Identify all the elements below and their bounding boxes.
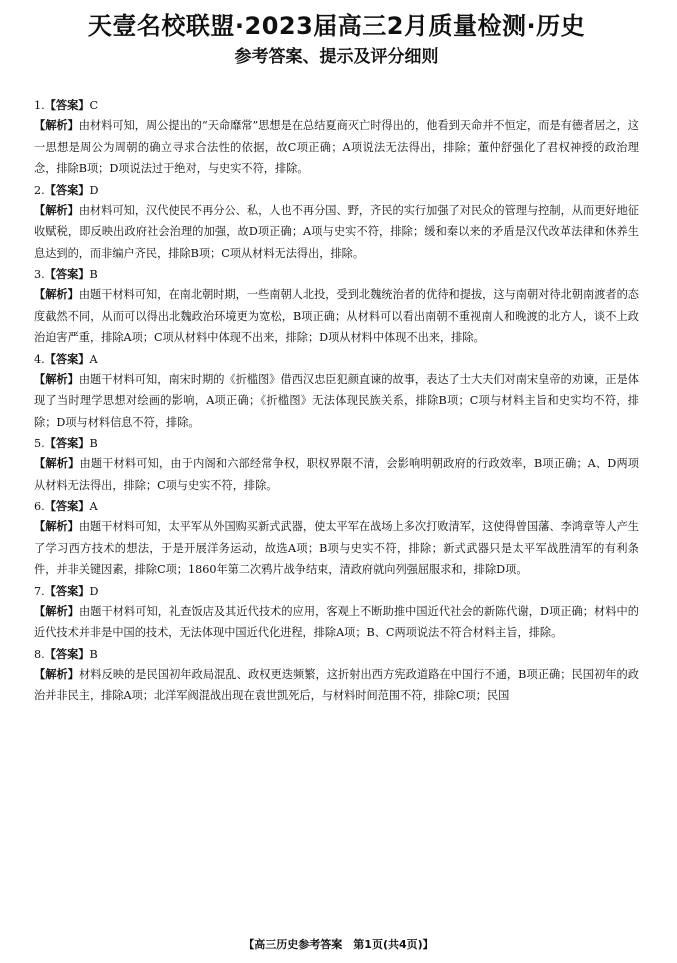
answer-line (34, 181, 639, 200)
answer-value: A (89, 500, 98, 513)
answer-item (34, 645, 639, 707)
answer-value: B (89, 647, 98, 661)
answer-line (34, 497, 639, 516)
answer-value: D (89, 584, 99, 598)
analysis-paragraph (34, 115, 639, 180)
page-footer: 【高三历史参考答案 第1页(共4页)】 (243, 938, 434, 951)
answer-value: C (89, 99, 99, 112)
answer-item (34, 582, 639, 644)
analysis-text: 由材料可知，周公提出的“天命靡常”思想是在总结夏商灭亡时得出的，他看到天命并不恒定，而是有德者居之，这一思想是周公为周朝的确立寻求合法性的依据，故C项正确；A项说法无法得出，排除；董仲舒强化了君权神授的政治理念，排除B项；D项说法过于绝对，与史实不符，排除。 (34, 119, 639, 175)
question-number: 6. (34, 500, 45, 513)
answer-label: 【答案】 (44, 351, 90, 366)
answer-value: B (89, 437, 98, 450)
answer-value: D (89, 183, 99, 197)
analysis-label: 【解析】 (34, 287, 79, 301)
analysis-paragraph (34, 200, 639, 265)
page-title: 天壹名校联盟·2023届高三2月质量检测·历史 (87, 12, 586, 40)
answer-item (34, 350, 639, 434)
analysis-paragraph (34, 284, 639, 349)
answer-line (34, 582, 639, 601)
answer-item (34, 434, 639, 496)
answer-label: 【答案】 (44, 98, 90, 112)
analysis-label: 【解析】 (34, 603, 79, 618)
analysis-text: 由材料可知，汉代使民不再分公、私，人也不再分国、野，齐民的实行加强了对民众的管理与控制，从而更好地征收赋税，即反映出政府社会治理的加强，故D项正确；A项与史实不符，排除；缓和秦以来的矛盾是汉代改革法律和休养生息达到的，而非编户齐民，排除B项；C项从材料无法得出，排除。 (34, 203, 639, 260)
analysis-label: 【解析】 (34, 666, 80, 681)
question-number: 3. (34, 268, 45, 281)
page-subtitle: 参考答案、提示及评分细则 (234, 47, 439, 67)
question-number: 2. (34, 183, 45, 197)
analysis-text: 材料反映的是民国初年政局混乱、政权更迭频繁，这折射出西方宪政道路在中国行不通，B项正确；民国初年的政治并非民主，排除A项；北洋军阀混战出现在袁世凯死后，与材料时间范围不符，排除C项；民国 (34, 667, 639, 702)
question-number: 5. (34, 437, 45, 450)
answer-label: 【答案】 (44, 646, 90, 661)
answer-label: 【答案】 (44, 499, 90, 513)
analysis-paragraph (34, 516, 639, 581)
answer-label: 【答案】 (44, 583, 90, 598)
question-number: 4. (34, 352, 45, 366)
question-number: 7. (34, 584, 45, 598)
analysis-paragraph (34, 453, 639, 496)
answer-label: 【答案】 (44, 182, 90, 197)
analysis-label: 【解析】 (34, 202, 79, 217)
answer-line (34, 350, 639, 369)
question-number: 1. (34, 99, 45, 112)
analysis-paragraph (34, 664, 639, 707)
analysis-label: 【解析】 (34, 456, 80, 470)
answer-value: A (89, 352, 98, 366)
answer-line (34, 265, 639, 284)
answer-list (34, 96, 639, 707)
analysis-text: 由题干材料可知，礼查饭店及其近代技术的应用，客观上不断助推中国近代社会的新陈代谢，D项正确；材料中的近代技术并非是中国的技术，无法体现中国近代化进程，排除A项；B、C两项说法不符合材料主旨，排除。 (34, 604, 639, 639)
answer-item (34, 497, 639, 581)
analysis-text: 由题干材料可知，南宋时期的《折槛图》借西汉忠臣犯颜直谏的故事，表达了士大夫们对南宋皇帝的劝谏，正是体现了当时理学思想对绘画的影响，A项正确；《折槛图》无法体现民族关系，排除B项；C项与材料主旨和史实均不符，排除；D项与材料信息不符，排除。 (34, 372, 639, 429)
answer-line (34, 645, 639, 664)
analysis-label: 【解析】 (34, 519, 79, 533)
answer-label: 【答案】 (44, 267, 90, 281)
analysis-text: 由题干材料可知，太平军从外国购买新式武器，使太平军在战场上多次打败清军，这使得曾国藩、李鸿章等人产生了学习西方技术的想法，于是开展洋务运动，故选A项；B项与史实不符，排除；新式武器只是太平军战胜清军的有利条件，并非关键因素，排除C项；1860年第二次鸦片战争结束，清政府就向列强屈服求和，排除D项。 (34, 520, 639, 576)
analysis-paragraph (34, 601, 639, 644)
analysis-text: 由题干材料可知，在南北朝时期，一些南朝人北投，受到北魏统治者的优待和提拔，这与南朝对待北朝南渡者的态度截然不同，从而可以得出北魏政治环境更为宽松，B项正确；从材料可以看出南朝不重视南人和晚渡的北方人，谈不上政治迫害严重，排除A项；C项从材料中体现不出来，排除；D项从材料中体现不出来，排除。 (34, 288, 639, 344)
answer-value: B (89, 268, 98, 281)
analysis-text: 由题干材料可知，由于内阁和六部经常争权，职权界限不清，会影响明朝政府的行政效率，B项正确；A、D两项从材料无法得出，排除；C项与史实不符，排除。 (34, 457, 639, 492)
answer-item (34, 181, 639, 265)
question-number: 8. (34, 647, 45, 661)
answer-item (34, 265, 639, 349)
analysis-label: 【解析】 (34, 371, 79, 386)
answer-item (34, 96, 639, 180)
analysis-label: 【解析】 (34, 118, 79, 132)
answer-label: 【答案】 (44, 436, 90, 450)
answer-line (34, 434, 639, 453)
answer-line (34, 96, 639, 115)
analysis-paragraph (34, 369, 639, 434)
